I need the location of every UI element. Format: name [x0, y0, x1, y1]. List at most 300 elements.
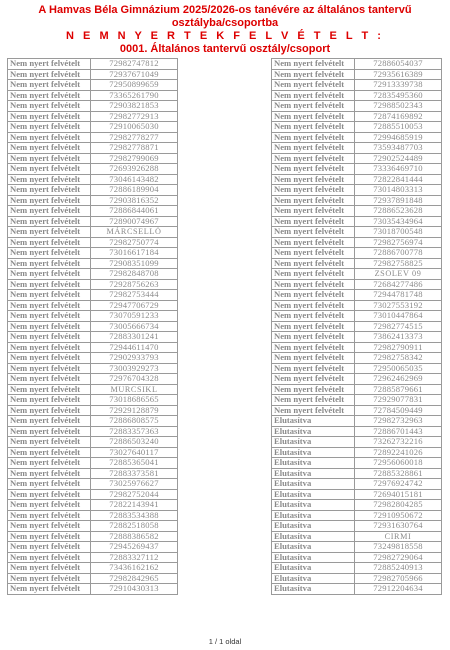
code-cell: 72908351099	[91, 258, 178, 269]
status-cell: Nem nyert felvételt	[272, 216, 355, 227]
status-cell: Nem nyert felvételt	[272, 174, 355, 185]
status-cell: Nem nyert felvételt	[272, 353, 355, 364]
table-row	[8, 164, 178, 175]
code-cell: 72886503240	[91, 437, 178, 448]
table-row	[8, 426, 178, 437]
table-row	[8, 258, 178, 269]
code-cell: 72883534388	[91, 510, 178, 521]
code-cell: 73035434964	[355, 216, 442, 227]
table-row	[8, 300, 178, 311]
table-row	[272, 531, 442, 542]
status-cell: Elutasítva	[272, 426, 355, 437]
table-row	[8, 342, 178, 353]
table-row	[8, 132, 178, 143]
status-cell: Elutasítva	[272, 416, 355, 427]
status-cell: Nem nyert felvételt	[8, 300, 91, 311]
table-row	[272, 122, 442, 133]
code-cell: 72950899659	[91, 80, 178, 91]
status-cell: Nem nyert felvételt	[272, 374, 355, 385]
table-row	[272, 59, 442, 70]
table-row	[272, 573, 442, 584]
status-cell: Nem nyert felvételt	[8, 353, 91, 364]
code-cell: 72982729064	[355, 552, 442, 563]
status-cell: Nem nyert felvételt	[272, 111, 355, 122]
code-cell: 73027640117	[91, 447, 178, 458]
table-row	[8, 290, 178, 301]
table-row	[8, 80, 178, 91]
code-cell: 72822143941	[91, 500, 178, 511]
table-row	[8, 269, 178, 280]
code-cell: 72982774515	[355, 321, 442, 332]
table-row	[8, 195, 178, 206]
table-row	[272, 90, 442, 101]
status-cell: Nem nyert felvételt	[272, 90, 355, 101]
code-cell: 73018686565	[91, 395, 178, 406]
table-row	[272, 143, 442, 154]
status-cell: Nem nyert felvételt	[272, 227, 355, 238]
status-cell: Nem nyert felvételt	[272, 164, 355, 175]
table-row	[272, 395, 442, 406]
status-cell: Nem nyert felvételt	[272, 258, 355, 269]
table-row	[272, 363, 442, 374]
status-cell: Elutasítva	[272, 573, 355, 584]
code-cell: 72950065035	[355, 363, 442, 374]
table-row	[272, 153, 442, 164]
status-cell: Elutasítva	[272, 531, 355, 542]
table-row	[272, 195, 442, 206]
status-cell: Elutasítva	[272, 468, 355, 479]
code-cell: 72937671049	[91, 69, 178, 80]
status-cell: Nem nyert felvételt	[8, 111, 91, 122]
table-row	[8, 311, 178, 322]
status-cell: Elutasítva	[272, 447, 355, 458]
code-cell: 72976704328	[91, 374, 178, 385]
table-row	[8, 227, 178, 238]
status-cell: Nem nyert felvételt	[8, 405, 91, 416]
table-row	[272, 237, 442, 248]
code-cell: MÁRCSELLÓ	[91, 227, 178, 238]
code-cell: 72890074967	[91, 216, 178, 227]
code-cell: 72886054037	[355, 59, 442, 70]
status-cell: Nem nyert felvételt	[8, 164, 91, 175]
code-cell: 73249818558	[355, 542, 442, 553]
code-cell: 72982756974	[355, 237, 442, 248]
code-cell: 72784509449	[355, 405, 442, 416]
table-row	[8, 395, 178, 406]
code-cell: 72886844061	[91, 206, 178, 217]
code-cell: 72982799069	[91, 153, 178, 164]
code-cell: 72886189904	[91, 185, 178, 196]
status-cell: Nem nyert felvételt	[8, 342, 91, 353]
status-cell: Nem nyert felvételt	[8, 59, 91, 70]
code-cell: 72982758825	[355, 258, 442, 269]
status-cell: Nem nyert felvételt	[8, 153, 91, 164]
table-row	[272, 353, 442, 364]
code-cell: 72885365041	[91, 458, 178, 469]
status-cell: Nem nyert felvételt	[8, 542, 91, 553]
status-cell: Nem nyert felvételt	[8, 531, 91, 542]
table-row	[272, 300, 442, 311]
table-row	[8, 279, 178, 290]
status-cell: Nem nyert felvételt	[8, 206, 91, 217]
status-cell: Nem nyert felvételt	[272, 80, 355, 91]
status-cell: Nem nyert felvételt	[8, 90, 91, 101]
status-cell: Elutasítva	[272, 521, 355, 532]
table-row	[272, 111, 442, 122]
table-row	[272, 500, 442, 511]
status-cell: Nem nyert felvételt	[8, 552, 91, 563]
status-cell: Nem nyert felvételt	[8, 332, 91, 343]
table-row	[8, 59, 178, 70]
status-cell: Elutasítva	[272, 563, 355, 574]
table-row	[272, 426, 442, 437]
table-row	[272, 521, 442, 532]
status-cell: Nem nyert felvételt	[8, 416, 91, 427]
code-cell: MURCSIKL	[91, 384, 178, 395]
table-row	[272, 489, 442, 500]
code-cell: 72885328861	[355, 468, 442, 479]
table-row	[8, 521, 178, 532]
code-cell: 72902524489	[355, 153, 442, 164]
table-row	[272, 584, 442, 595]
table-row	[272, 416, 442, 427]
table-row	[8, 458, 178, 469]
table-row	[272, 458, 442, 469]
code-cell: 72945269437	[91, 542, 178, 553]
table-row	[272, 258, 442, 269]
code-cell: 72935616389	[355, 69, 442, 80]
table-row	[8, 374, 178, 385]
document-title-line2: osztályba/csoportba	[171, 17, 279, 29]
code-cell: 72931630764	[355, 521, 442, 532]
table-row	[272, 437, 442, 448]
table-row	[272, 332, 442, 343]
code-cell: 72902933793	[91, 353, 178, 364]
code-cell: 72982804285	[355, 500, 442, 511]
table-row	[8, 384, 178, 395]
status-cell: Nem nyert felvételt	[272, 290, 355, 301]
code-cell: 72885240913	[355, 563, 442, 574]
code-cell: 72982752044	[91, 489, 178, 500]
status-cell: Nem nyert felvételt	[8, 500, 91, 511]
table-row	[272, 164, 442, 175]
code-cell: 73005666734	[91, 321, 178, 332]
status-cell: Nem nyert felvételt	[8, 363, 91, 374]
table-row	[8, 552, 178, 563]
status-cell: Nem nyert felvételt	[8, 279, 91, 290]
code-cell: 73336469710	[355, 164, 442, 175]
table-row	[272, 468, 442, 479]
code-cell: 72888386582	[91, 531, 178, 542]
status-cell: Nem nyert felvételt	[8, 374, 91, 385]
status-cell: Nem nyert felvételt	[272, 332, 355, 343]
status-cell: Nem nyert felvételt	[8, 143, 91, 154]
code-cell: 72929128879	[91, 405, 178, 416]
table-row	[8, 468, 178, 479]
table-row	[272, 101, 442, 112]
status-cell: Nem nyert felvételt	[272, 237, 355, 248]
table-row	[8, 563, 178, 574]
code-cell: 72885879661	[355, 384, 442, 395]
code-cell: 72694015181	[355, 489, 442, 500]
status-cell: Nem nyert felvételt	[8, 521, 91, 532]
table-row	[8, 332, 178, 343]
table-row	[8, 573, 178, 584]
code-cell: 72982778871	[91, 143, 178, 154]
code-cell: 73262732216	[355, 437, 442, 448]
status-cell: Nem nyert felvételt	[272, 405, 355, 416]
code-cell: 72988502343	[355, 101, 442, 112]
status-cell: Elutasítva	[272, 584, 355, 595]
status-cell: Nem nyert felvételt	[8, 174, 91, 185]
table-row	[8, 353, 178, 364]
status-cell: Elutasítva	[272, 500, 355, 511]
status-cell: Nem nyert felvételt	[272, 300, 355, 311]
code-cell: 72874169892	[355, 111, 442, 122]
code-cell: 72903816352	[91, 195, 178, 206]
status-cell: Nem nyert felvételt	[8, 510, 91, 521]
table-row	[272, 321, 442, 332]
code-cell: 72883357363	[91, 426, 178, 437]
table-row	[8, 143, 178, 154]
status-cell: Nem nyert felvételt	[272, 69, 355, 80]
code-cell: 73862413373	[355, 332, 442, 343]
code-cell: 73016617184	[91, 248, 178, 259]
table-row	[8, 321, 178, 332]
code-cell: 72944781748	[355, 290, 442, 301]
table-row	[272, 542, 442, 553]
code-cell: 72982750774	[91, 237, 178, 248]
status-cell: Nem nyert felvételt	[272, 279, 355, 290]
code-cell: 72693926288	[91, 164, 178, 175]
table-row	[8, 479, 178, 490]
status-cell: Elutasítva	[272, 489, 355, 500]
status-cell: Elutasítva	[272, 542, 355, 553]
code-cell: 72883301241	[91, 332, 178, 343]
table-row	[8, 500, 178, 511]
table-row	[8, 416, 178, 427]
table-row	[8, 489, 178, 500]
class-heading: 0001. Általános tantervű osztály/csoport	[119, 43, 331, 55]
status-cell: Nem nyert felvételt	[272, 59, 355, 70]
status-cell: Elutasítva	[272, 458, 355, 469]
status-cell: Nem nyert felvételt	[272, 248, 355, 259]
table-row	[272, 374, 442, 385]
status-cell: Nem nyert felvételt	[8, 101, 91, 112]
status-cell: Nem nyert felvételt	[8, 132, 91, 143]
status-cell: Nem nyert felvételt	[272, 101, 355, 112]
code-cell: 72684277486	[355, 279, 442, 290]
page-number: 1 / 1 oldal	[208, 637, 242, 646]
status-cell: Nem nyert felvételt	[8, 468, 91, 479]
table-row	[272, 447, 442, 458]
code-cell: 72956060018	[355, 458, 442, 469]
results-table-right	[271, 58, 442, 595]
code-cell: 72910430313	[91, 584, 178, 595]
code-cell: 72910950672	[355, 510, 442, 521]
table-row	[272, 510, 442, 521]
code-cell: 72883373581	[91, 468, 178, 479]
code-cell: 72937891848	[355, 195, 442, 206]
code-cell: 73027553192	[355, 300, 442, 311]
table-row	[272, 80, 442, 91]
table-row	[8, 542, 178, 553]
status-cell: Nem nyert felvételt	[8, 311, 91, 322]
status-cell: Nem nyert felvételt	[8, 237, 91, 248]
table-row	[272, 405, 442, 416]
status-cell: Nem nyert felvételt	[272, 311, 355, 322]
status-cell: Nem nyert felvételt	[8, 573, 91, 584]
status-cell: Nem nyert felvételt	[8, 248, 91, 259]
code-cell: 73593487703	[355, 143, 442, 154]
code-cell: 73018700548	[355, 227, 442, 238]
table-row	[272, 206, 442, 217]
code-cell: 72913339738	[355, 80, 442, 91]
table-row	[272, 552, 442, 563]
code-cell: 72886523628	[355, 206, 442, 217]
code-cell: 72982705966	[355, 573, 442, 584]
code-cell: 72982758342	[355, 353, 442, 364]
table-row	[272, 311, 442, 322]
status-cell: Nem nyert felvételt	[8, 216, 91, 227]
table-row	[272, 279, 442, 290]
status-cell: Nem nyert felvételt	[8, 258, 91, 269]
table-row	[272, 174, 442, 185]
status-cell: Nem nyert felvételt	[8, 395, 91, 406]
status-cell: Nem nyert felvételt	[8, 122, 91, 133]
table-row	[8, 69, 178, 80]
document-title-line1: A Hamvas Béla Gimnázium 2025/2026-os tanévére az általános tantervű	[38, 4, 412, 16]
code-cell: 72944611470	[91, 342, 178, 353]
table-row	[8, 510, 178, 521]
status-cell: Elutasítva	[272, 479, 355, 490]
status-cell: Nem nyert felvételt	[8, 384, 91, 395]
section-heading: N E M N Y E R T E K F E L V É T E L T :	[66, 30, 384, 42]
status-cell: Nem nyert felvételt	[272, 143, 355, 154]
status-cell: Elutasítva	[272, 510, 355, 521]
status-cell: Nem nyert felvételt	[8, 447, 91, 458]
status-cell: Elutasítva	[272, 552, 355, 563]
table-row	[8, 153, 178, 164]
table-row	[8, 185, 178, 196]
status-cell: Nem nyert felvételt	[8, 69, 91, 80]
status-cell: Elutasítva	[272, 437, 355, 448]
code-cell: 72982732963	[355, 416, 442, 427]
status-cell: Nem nyert felvételt	[272, 153, 355, 164]
code-cell: 73003929273	[91, 363, 178, 374]
status-cell: Nem nyert felvételt	[8, 584, 91, 595]
code-cell: 73365261790	[91, 90, 178, 101]
code-cell: 73070591233	[91, 311, 178, 322]
status-cell: Nem nyert felvételt	[8, 269, 91, 280]
code-cell: 73046143482	[91, 174, 178, 185]
code-cell: 72883327112	[91, 552, 178, 563]
table-row	[8, 531, 178, 542]
code-cell: 72886701443	[355, 426, 442, 437]
table-row	[272, 290, 442, 301]
table-row	[272, 479, 442, 490]
status-cell: Nem nyert felvételt	[8, 437, 91, 448]
code-cell: 72892241026	[355, 447, 442, 458]
status-cell: Nem nyert felvételt	[272, 185, 355, 196]
code-cell: 73436162162	[91, 563, 178, 574]
table-row	[8, 248, 178, 259]
status-cell: Nem nyert felvételt	[8, 80, 91, 91]
code-cell: 72994685919	[355, 132, 442, 143]
table-row	[8, 237, 178, 248]
code-cell: 72947706729	[91, 300, 178, 311]
code-cell: 72912204634	[355, 584, 442, 595]
status-cell: Nem nyert felvételt	[272, 395, 355, 406]
table-row	[272, 185, 442, 196]
table-row	[8, 405, 178, 416]
status-cell: Nem nyert felvételt	[272, 321, 355, 332]
table-row	[8, 584, 178, 595]
status-cell: Nem nyert felvételt	[272, 384, 355, 395]
table-row	[272, 248, 442, 259]
table-row	[8, 122, 178, 133]
code-cell: 72885510053	[355, 122, 442, 133]
code-cell: 72882518058	[91, 521, 178, 532]
table-row	[8, 101, 178, 112]
code-cell: 72982772913	[91, 111, 178, 122]
results-table-left	[7, 58, 178, 595]
code-cell: CIRMI	[355, 531, 442, 542]
code-cell: 72982778277	[91, 132, 178, 143]
code-cell: 72982842965	[91, 573, 178, 584]
code-cell: 72886700778	[355, 248, 442, 259]
status-cell: Nem nyert felvételt	[8, 426, 91, 437]
table-row	[272, 227, 442, 238]
status-cell: Nem nyert felvételt	[8, 321, 91, 332]
status-cell: Nem nyert felvételt	[8, 185, 91, 196]
status-cell: Nem nyert felvételt	[272, 342, 355, 353]
code-cell: 73014803313	[355, 185, 442, 196]
table-row	[8, 111, 178, 122]
code-cell: 72982848708	[91, 269, 178, 280]
code-cell: 72962462969	[355, 374, 442, 385]
code-cell: 72976924742	[355, 479, 442, 490]
status-cell: Nem nyert felvételt	[272, 195, 355, 206]
status-cell: Nem nyert felvételt	[8, 458, 91, 469]
table-row	[272, 69, 442, 80]
status-cell: Nem nyert felvételt	[8, 489, 91, 500]
table-row	[272, 563, 442, 574]
code-cell: 72982753444	[91, 290, 178, 301]
code-cell: 72928756263	[91, 279, 178, 290]
status-cell: Nem nyert felvételt	[272, 122, 355, 133]
code-cell: 72886808575	[91, 416, 178, 427]
status-cell: Nem nyert felvételt	[272, 132, 355, 143]
code-cell: 73010447864	[355, 311, 442, 322]
table-row	[272, 269, 442, 280]
status-cell: Nem nyert felvételt	[272, 363, 355, 374]
code-cell: 72982790911	[355, 342, 442, 353]
table-row	[8, 206, 178, 217]
table-row	[8, 216, 178, 227]
table-row	[8, 363, 178, 374]
table-row	[272, 384, 442, 395]
code-cell: 73025976627	[91, 479, 178, 490]
table-row	[8, 90, 178, 101]
table-row	[8, 174, 178, 185]
code-cell: 72982747812	[91, 59, 178, 70]
status-cell: Nem nyert felvételt	[272, 206, 355, 217]
status-cell: Nem nyert felvételt	[272, 269, 355, 280]
status-cell: Nem nyert felvételt	[8, 290, 91, 301]
status-cell: Nem nyert felvételt	[8, 195, 91, 206]
code-cell: 72903821853	[91, 101, 178, 112]
